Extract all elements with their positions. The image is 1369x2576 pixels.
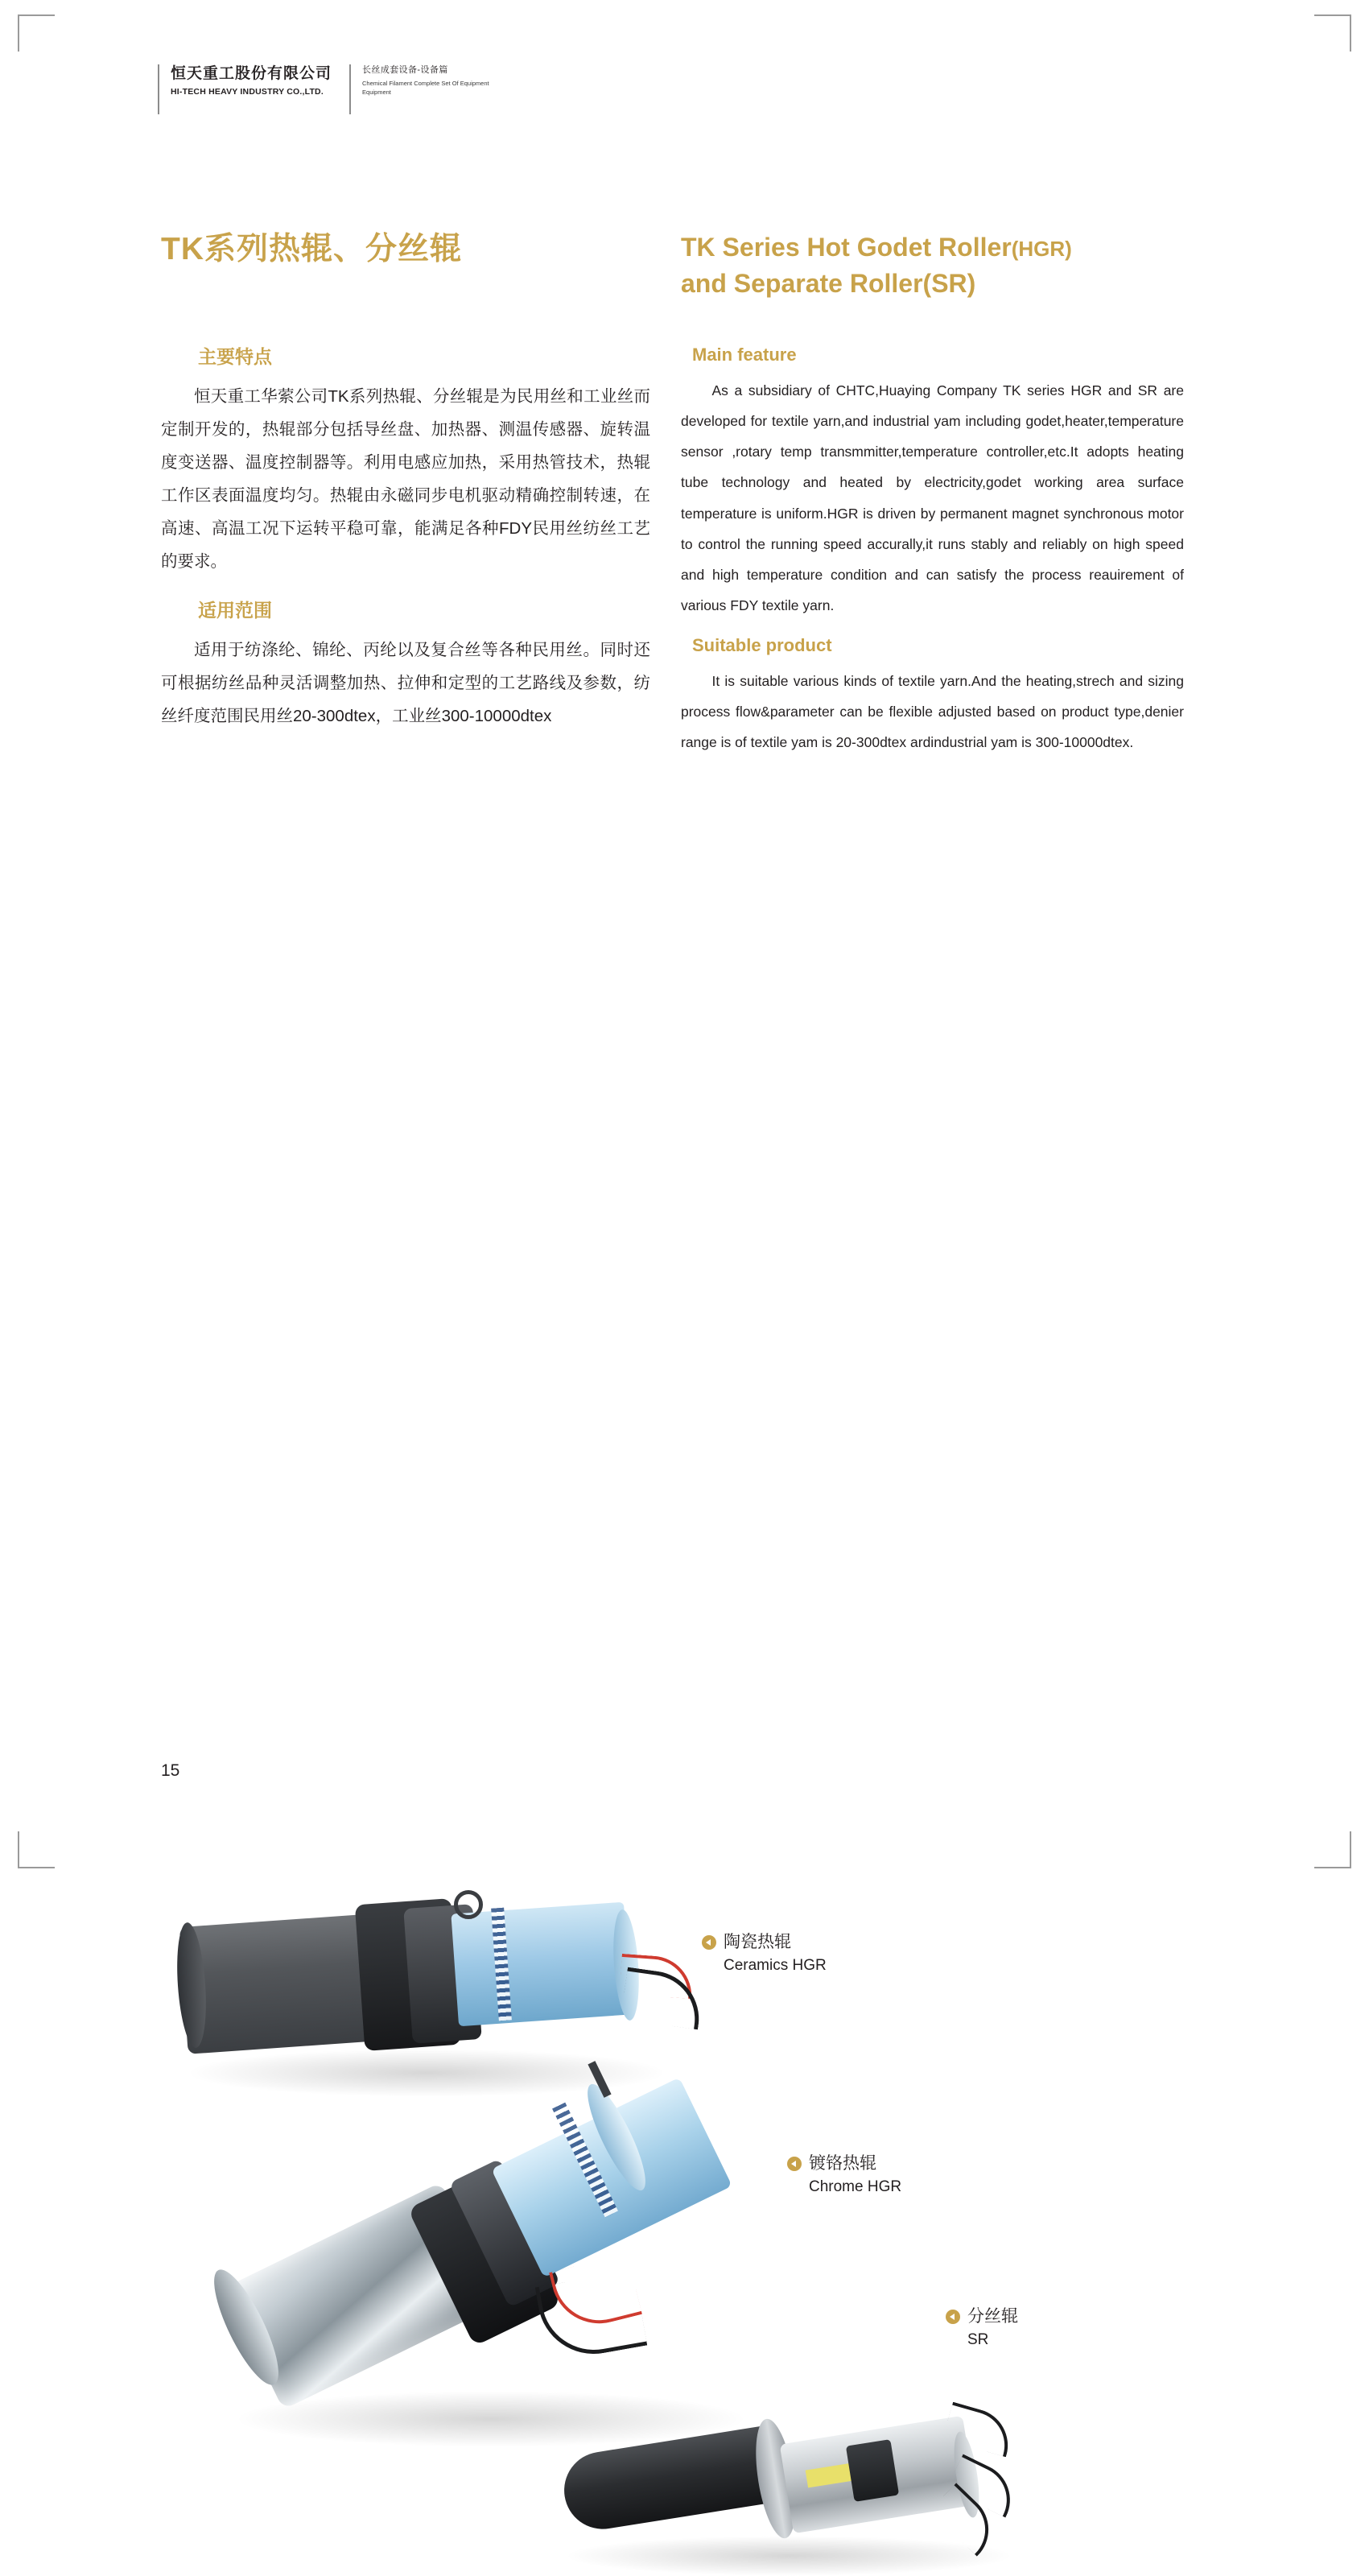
left-column bbox=[161, 342, 650, 733]
product-image-separate-roller bbox=[555, 2383, 1054, 2568]
page-number: 15 bbox=[161, 1761, 180, 1780]
caption-ceramics-hgr-en: Ceramics HGR bbox=[724, 1957, 827, 1975]
company-name-en: HI-TECH HEAVY INDUSTRY CO.,LTD. bbox=[171, 86, 324, 97]
caption-separate-roller-cn: 分丝辊 bbox=[967, 2307, 1018, 2326]
left-heading-main-feature: 主要特点 bbox=[198, 346, 272, 367]
page-title-en-line1: TK Series Hot Godet Roller bbox=[681, 233, 1012, 262]
right-heading-suitable-product: Suitable product bbox=[692, 635, 832, 656]
page-title-en bbox=[681, 229, 1228, 303]
page-title-en-line2: and Separate Roller(SR) bbox=[681, 269, 976, 299]
crop-mark-bottom-right bbox=[1314, 1831, 1351, 1868]
right-body-main-feature: As a subsidiary of CHTC,Huaying Company TK series HGR and SR are developed for textile yarn,and industrial yam including godet,heater,temperature sensor ,rotary temp transmmitter,temperature controller,etc.It adopts heating tube technology and heated by electricity,godet working area surface temperature is uniform.HGR is driven by permanent magnet synchronous motor to control the running speed accurally,it runs stably and reliably on high speed and high temperature condition and can satisfy the process reauirement of various FDY textile yarn. bbox=[681, 382, 1184, 613]
section-label-en: Chemical Filament Complete Set Of Equipment Equipment bbox=[362, 80, 489, 96]
crop-mark-top-right bbox=[1314, 14, 1351, 52]
masthead bbox=[158, 64, 507, 114]
caption-arrow-icon bbox=[787, 2157, 802, 2171]
caption-separate-roller bbox=[946, 2306, 1018, 2351]
caption-ceramics-hgr-cn: 陶瓷热辊 bbox=[724, 1933, 791, 1951]
section-block bbox=[362, 64, 507, 114]
caption-chrome-hgr-en: Chrome HGR bbox=[809, 2178, 902, 2196]
company-name-cn: 恒天重工股份有限公司 bbox=[171, 65, 332, 82]
caption-chrome-hgr bbox=[787, 2153, 901, 2198]
masthead-divider-2 bbox=[349, 64, 351, 114]
company-block bbox=[171, 64, 332, 114]
right-column-spacer bbox=[681, 621, 1184, 635]
left-heading-suitable-product: 适用范围 bbox=[198, 600, 272, 621]
caption-ceramics-hgr bbox=[702, 1932, 827, 1976]
left-column-spacer bbox=[161, 578, 650, 596]
product-image-ceramics-hgr bbox=[173, 1876, 688, 2085]
caption-arrow-icon bbox=[702, 1935, 716, 1950]
page-title-en-line1-suffix: (HGR) bbox=[1011, 237, 1072, 261]
caption-chrome-hgr-cn: 镀铬热辊 bbox=[809, 2154, 876, 2173]
masthead-divider-1 bbox=[158, 64, 159, 114]
crop-mark-bottom-left bbox=[18, 1831, 55, 1868]
product-image-chrome-hgr bbox=[217, 2093, 781, 2431]
page-title-cn: TK系列热辊、分丝辊 bbox=[161, 232, 462, 266]
left-body-suitable-product: 适用于纺涤纶、锦纶、丙纶以及复合丝等各种民用丝。同时还可根据纺丝品种灵活调整加热、拉伸和定型的工艺路线及参数，纺丝纤度范围民用丝20-300dtex，工业丝300-10000dtex bbox=[161, 641, 650, 725]
right-body-suitable-product: It is suitable various kinds of textile yarn.And the heating,strech and sizing process flow&parameter can be flexible adjusted based on product type,denier range is of textile yam is 20-300dtex ardindustrial yam is 300-10000dtex. bbox=[681, 673, 1184, 751]
caption-arrow-icon bbox=[946, 2310, 960, 2324]
right-heading-main-feature: Main feature bbox=[692, 345, 797, 365]
right-column bbox=[681, 345, 1184, 758]
section-label-cn: 长丝成套设备-设备篇 bbox=[362, 65, 448, 75]
left-body-main-feature: 恒天重工华萦公司TK系列热辊、分丝辊是为民用丝和工业丝而定制开发的，热辊部分包括导丝盘、加热器、测温传感器、旋转温度变送器、温度控制器等。利用电感应加热，采用热管技术，热辊工作区表面温度均匀。热辊由永磁同步电机驱动精确控制转速，在高速、高温工况下运转平稳可靠，能满足各种FDY民用丝纺丝工艺的要求。 bbox=[161, 387, 650, 571]
caption-separate-roller-en: SR bbox=[967, 2331, 989, 2349]
crop-mark-top-left bbox=[18, 14, 55, 52]
